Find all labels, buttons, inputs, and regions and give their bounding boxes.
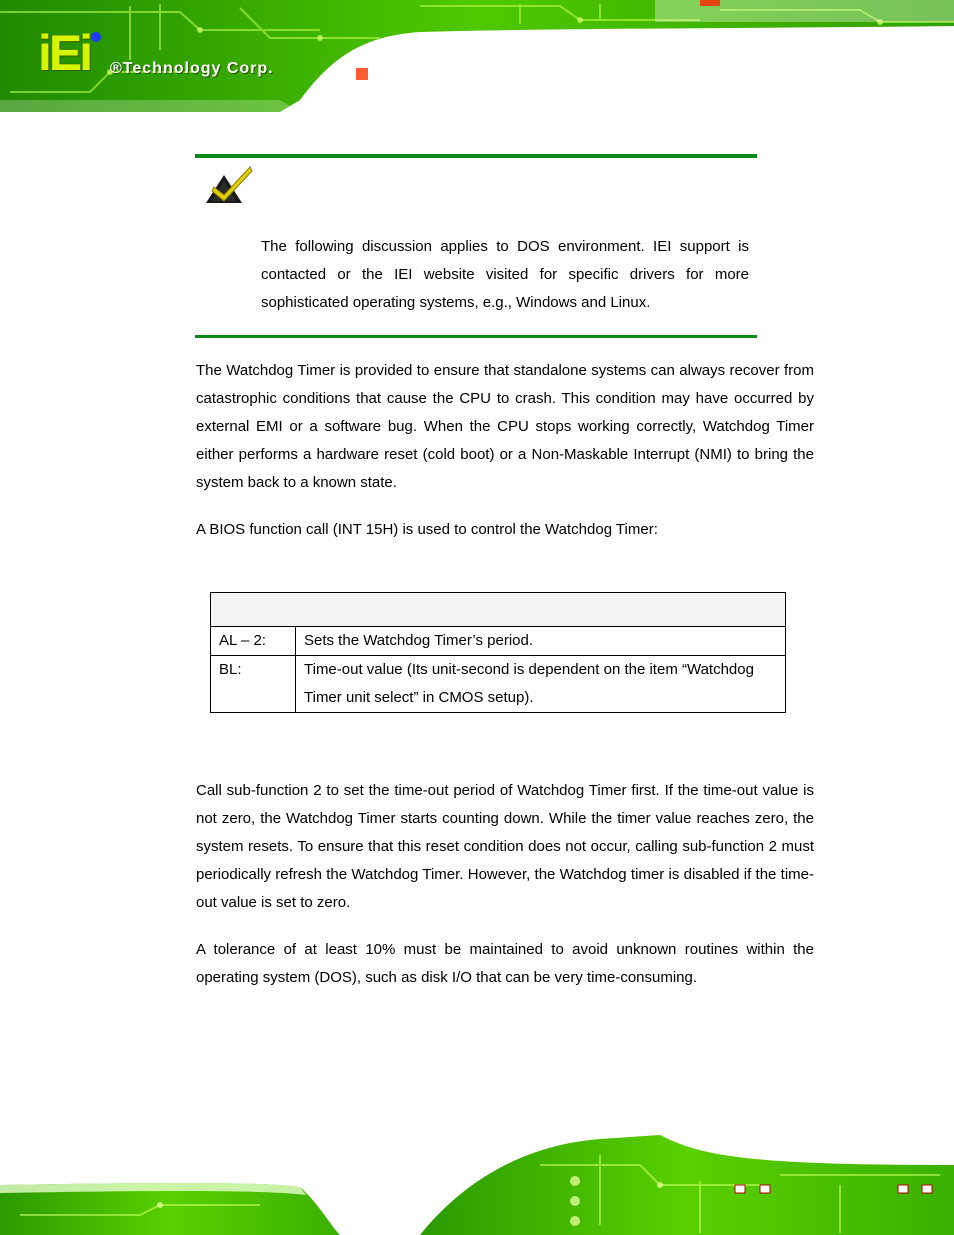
footer-banner <box>0 1125 954 1235</box>
table-row <box>211 656 786 713</box>
note-bottom-rule <box>195 335 757 338</box>
paragraph-watchdog-intro: The Watchdog Timer is provided to ensure that standalone systems can always recover from catastrophic conditions that cause the CPU to crash. This condition may have occurred by external EMI or a software bug. When the CPU stops working correctly, Watchdog Timer either performs a hardware reset (cold boot) or a Non-Maskable Interrupt (NMI) to bring the system back to a known state. <box>196 362 814 491</box>
paragraph-bios-call: A BIOS function call (INT 15H) is used to control the Watchdog Timer: <box>196 521 658 538</box>
table-cell-key: AL – 2: <box>211 627 296 656</box>
company-logo <box>38 25 298 84</box>
checkmark-note-icon <box>204 165 254 205</box>
table-cell-value: Sets the Watchdog Timer’s period. <box>296 627 786 656</box>
logo-wordmark: ®Technology Corp. <box>110 60 274 77</box>
table-cell-value: Time-out value (Its unit-second is dependent on the item “Watchdog Timer unit select” in CMOS setup). <box>296 656 786 713</box>
logo-mark: iEi <box>38 25 91 81</box>
paragraph-tolerance: A tolerance of at least 10% must be maintained to avoid unknown routines within the operating system (DOS), such as disk I/O that can be very time-consuming. <box>196 941 814 986</box>
bios-function-table <box>210 592 786 713</box>
header-banner <box>0 0 954 112</box>
table-header-cell <box>211 593 786 627</box>
note-top-rule <box>195 154 757 158</box>
note-text: The following discussion applies to DOS environment. IEI support is contacted or the IEI website visited for specific drivers for more sophisticated operating systems, e.g., Windows and Linux. <box>261 238 749 311</box>
table-row <box>211 627 786 656</box>
table-header-row <box>211 593 786 627</box>
circuit-board-graphic-footer <box>0 1125 954 1235</box>
logo-dot-icon <box>91 32 101 42</box>
table-cell-key: BL: <box>211 656 296 713</box>
paragraph-subfunction: Call sub-function 2 to set the time-out period of Watchdog Timer first. If the time-out value is not zero, the Watchdog Timer starts counting down. While the timer value reaches zero, the system resets. To ensure that this reset condition does not occur, calling sub-function 2 must periodically refresh the Watchdog Timer. However, the Watchdog timer is disabled if the time-out value is set to zero. <box>196 782 814 911</box>
